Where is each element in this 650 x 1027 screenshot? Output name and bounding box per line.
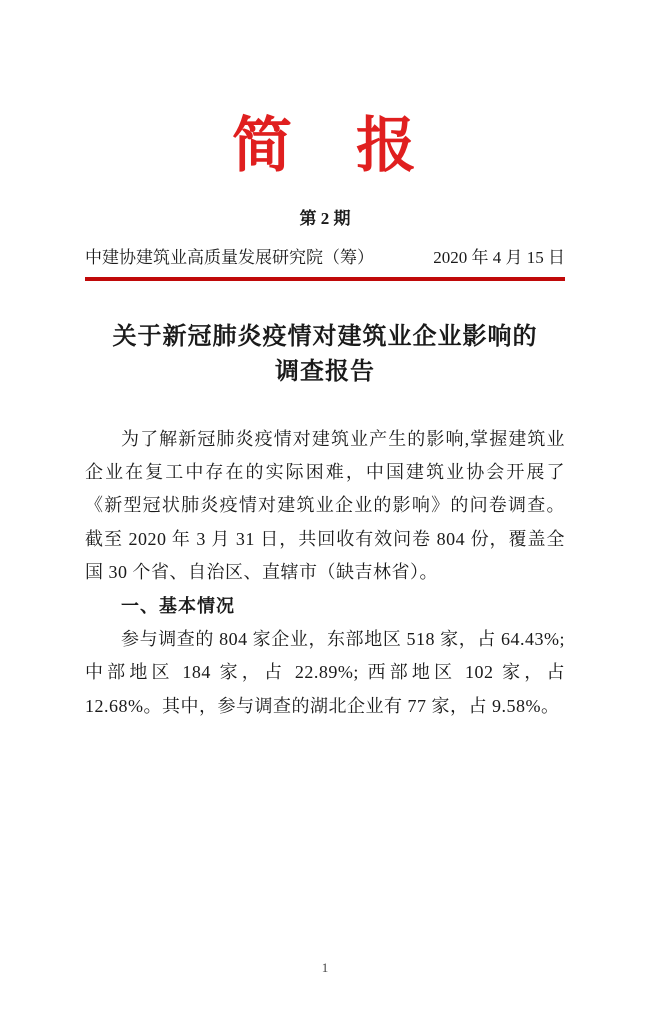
report-body [85,423,565,724]
section-basic-info-paragraph: 参与调查的 804 家企业，东部地区 518 家，占 64.43%; 中部地区 184 家，占 22.89%; 西部地区 102 家，占 12.68%。其中，参与调查的湖北企业有 77 家，占 9.58%。 [85,628,565,716]
publisher-line [85,246,565,270]
section-heading-basic-info: 一、基本情况 [121,595,235,616]
masthead-title: 简 报 [232,113,418,179]
intro-paragraph: 为了解新冠肺炎疫情对建筑业产生的影响,掌握建筑业企业在复工中存在的实际困难，中国建筑业协会开展了《新型冠状肺炎疫情对建筑业企业的影响》的问卷调查。截至 2020 年 3 月 31 日，共回收有效问卷 804 份，覆盖全国 30 个省、自治区、直辖市（缺吉林省）。 [85,428,565,583]
publisher-name: 中建协建筑业高质量发展研究院（筹） [85,248,374,267]
red-divider [85,277,565,281]
page-number: 1 [321,960,329,975]
report-title-line1: 关于新冠肺炎疫情对建筑业企业影响的 [112,323,538,350]
report-title [85,320,565,390]
report-title-line2: 调查报告 [275,358,375,385]
issue-number: 第 2 期 [299,209,351,228]
bulletin-page [0,108,650,1027]
issue-date: 2020 年 4 月 15 日 [433,248,565,267]
